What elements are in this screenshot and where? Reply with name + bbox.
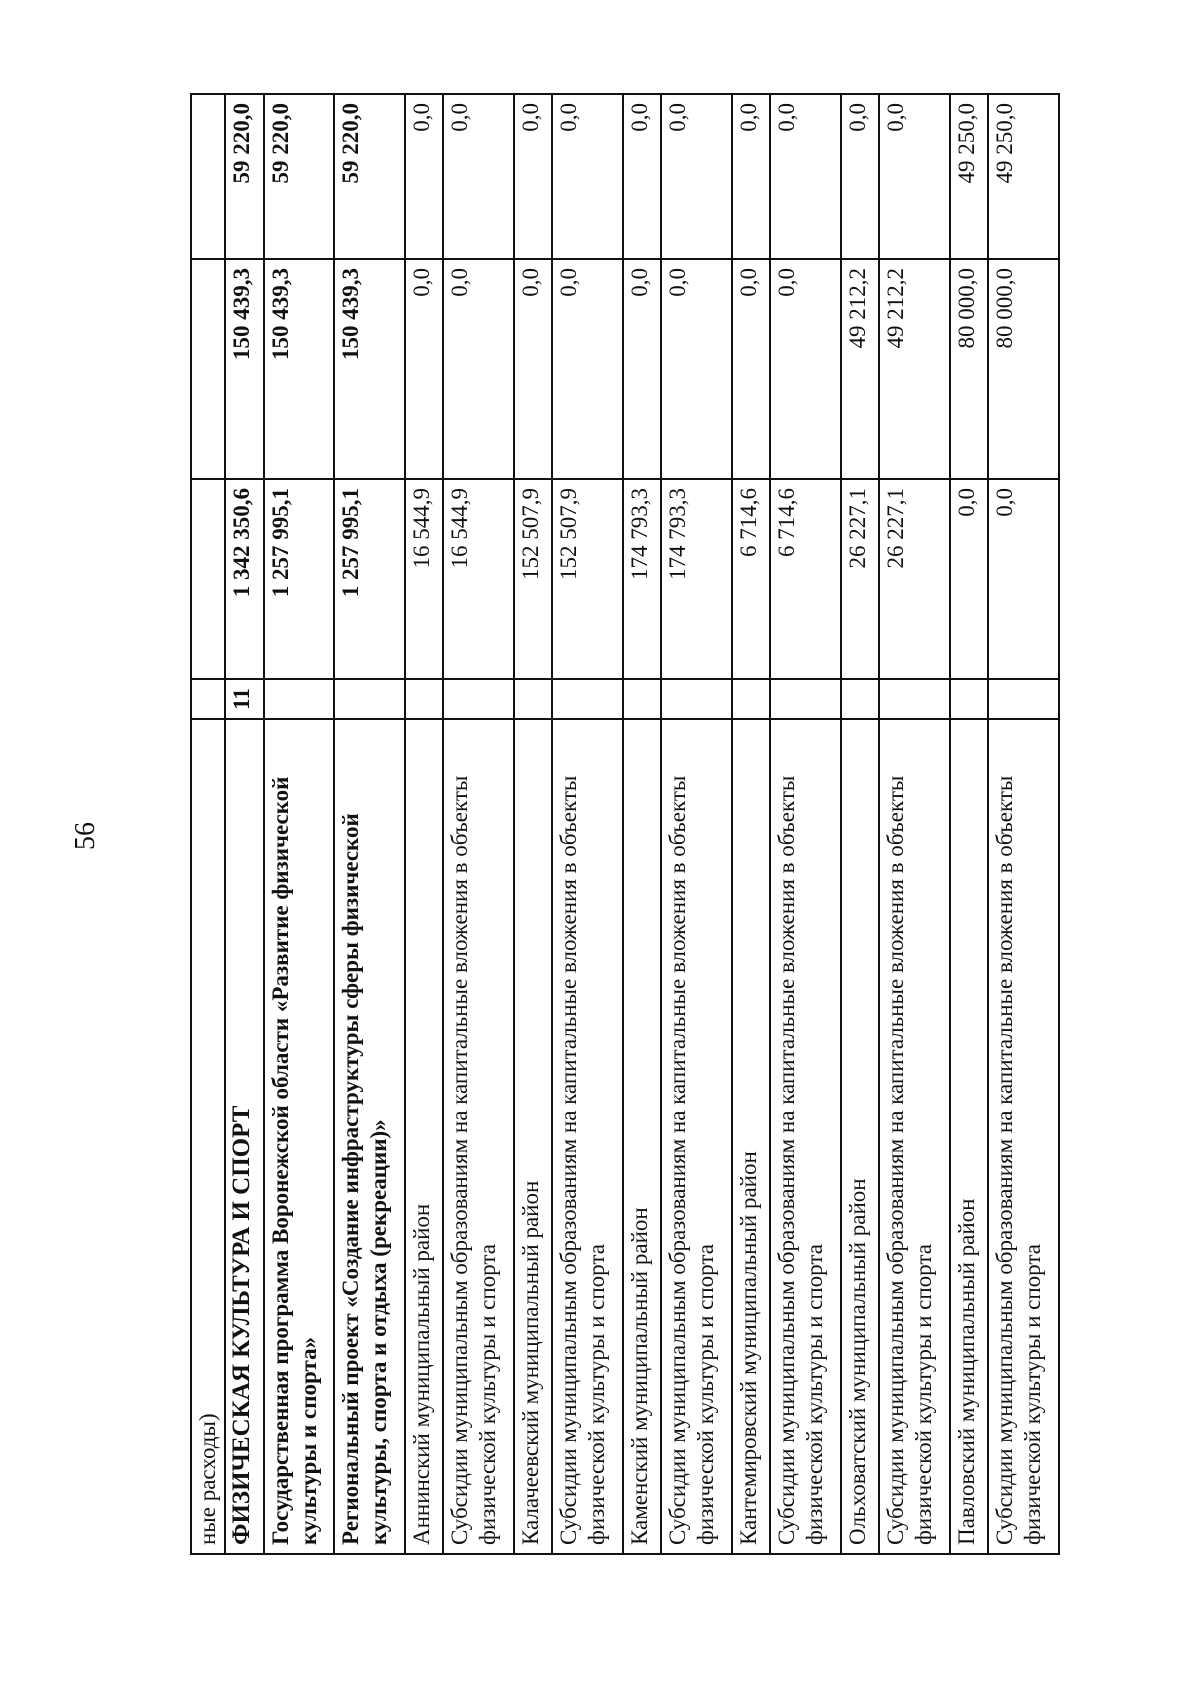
row-name: Региональный проект «Создание инфраструктуры сферы физической культуры, спорта и отдыха (рекреации)» [334,719,404,1554]
value-3: 0,0 [841,94,880,259]
table-row [264,94,334,1554]
table-row [552,94,622,1554]
table-row [443,94,513,1554]
row-name: Ольховатский муниципальный район [841,719,880,1554]
row-name: Субсидии муниципальным образованиям на капитальные вложения в объекты физической культуры и спорта [988,719,1059,1554]
value-1: 0,0 [950,479,989,679]
value-3: 0,0 [623,94,662,259]
section-code [552,679,622,719]
section-code [264,679,334,719]
section-code [770,679,840,719]
value-1: 1 257 995,1 [334,479,404,679]
table-row [225,94,264,1554]
value-1: 152 507,9 [552,479,622,679]
section-code [988,679,1059,719]
value-3: 0,0 [552,94,622,259]
value-1: 1 342 350,6 [225,479,264,679]
value-2: 0,0 [623,259,662,479]
table-row [732,94,771,1554]
value-1: 174 793,3 [661,479,731,679]
value-3: 49 250,0 [950,94,989,259]
table-row [661,94,731,1554]
table-row [623,94,662,1554]
row-name: Аннинский муниципальный район [405,719,444,1554]
value-1: 16 544,9 [405,479,444,679]
value-2: 0,0 [405,259,444,479]
value-3: 49 250,0 [988,94,1059,259]
value-1: 26 227,1 [879,479,949,679]
table-row [950,94,989,1554]
row-name: Калачеевский муниципальный район [514,719,553,1554]
value-3: 0,0 [770,94,840,259]
section-code [334,679,404,719]
value-3: 0,0 [514,94,553,259]
continuation-cell: ные расходы) [191,719,225,1554]
value-3: 0,0 [405,94,444,259]
value-1: 152 507,9 [514,479,553,679]
value-3: 0,0 [732,94,771,259]
section-code [841,679,880,719]
row-name: ФИЗИЧЕСКАЯ КУЛЬТУРА И СПОРТ [225,719,264,1554]
value-1: 6 714,6 [770,479,840,679]
row-name: Субсидии муниципальным образованиям на капитальные вложения в объекты физической культуры и спорта [661,719,731,1554]
value-3: 59 220,0 [225,94,264,259]
value-3: 0,0 [661,94,731,259]
value-3: 0,0 [443,94,513,259]
row-name: Субсидии муниципальным образованиям на капитальные вложения в объекты физической культуры и спорта [879,719,949,1554]
row-name: Государственная программа Воронежской области «Развитие физической культуры и спорта» [264,719,334,1554]
table-row-continuation [191,94,225,1554]
table-row [405,94,444,1554]
section-code [514,679,553,719]
value-2: 150 439,3 [264,259,334,479]
section-code [950,679,989,719]
table-row [334,94,404,1554]
section-code [405,679,444,719]
table-row [879,94,949,1554]
value-1: 26 227,1 [841,479,880,679]
value-2: 0,0 [514,259,553,479]
value-2: 150 439,3 [225,259,264,479]
section-code [732,679,771,719]
table-row [514,94,553,1554]
table-row [841,94,880,1554]
value-3: 59 220,0 [334,94,404,259]
value-2: 49 212,2 [841,259,880,479]
section-code [879,679,949,719]
value-1: 16 544,9 [443,479,513,679]
value-2: 0,0 [732,259,771,479]
section-code [443,679,513,719]
row-name: Субсидии муниципальным образованиям на капитальные вложения в объекты физической культуры и спорта [770,719,840,1554]
row-name: Кантемировский муниципальный район [732,719,771,1554]
rotated-table-container [190,95,1060,1555]
value-2: 0,0 [770,259,840,479]
value-2: 0,0 [552,259,622,479]
budget-table [190,93,1060,1555]
table-row [770,94,840,1554]
section-code [661,679,731,719]
value-2: 49 212,2 [879,259,949,479]
row-name: Каменский муниципальный район [623,719,662,1554]
table-row [988,94,1059,1554]
value-2: 80 000,0 [988,259,1059,479]
page-number: 56 [70,822,101,850]
section-code [623,679,662,719]
value-2: 150 439,3 [334,259,404,479]
value-1: 6 714,6 [732,479,771,679]
value-3: 0,0 [879,94,949,259]
row-name: Субсидии муниципальным образованиям на капитальные вложения в объекты физической культуры и спорта [552,719,622,1554]
value-2: 0,0 [661,259,731,479]
row-name: Субсидии муниципальным образованиям на капитальные вложения в объекты физической культуры и спорта [443,719,513,1554]
value-1: 0,0 [988,479,1059,679]
value-2: 80 000,0 [950,259,989,479]
section-code: 11 [225,679,264,719]
value-3: 59 220,0 [264,94,334,259]
value-1: 1 257 995,1 [264,479,334,679]
row-name: Павловский муниципальный район [950,719,989,1554]
value-2: 0,0 [443,259,513,479]
value-1: 174 793,3 [623,479,662,679]
